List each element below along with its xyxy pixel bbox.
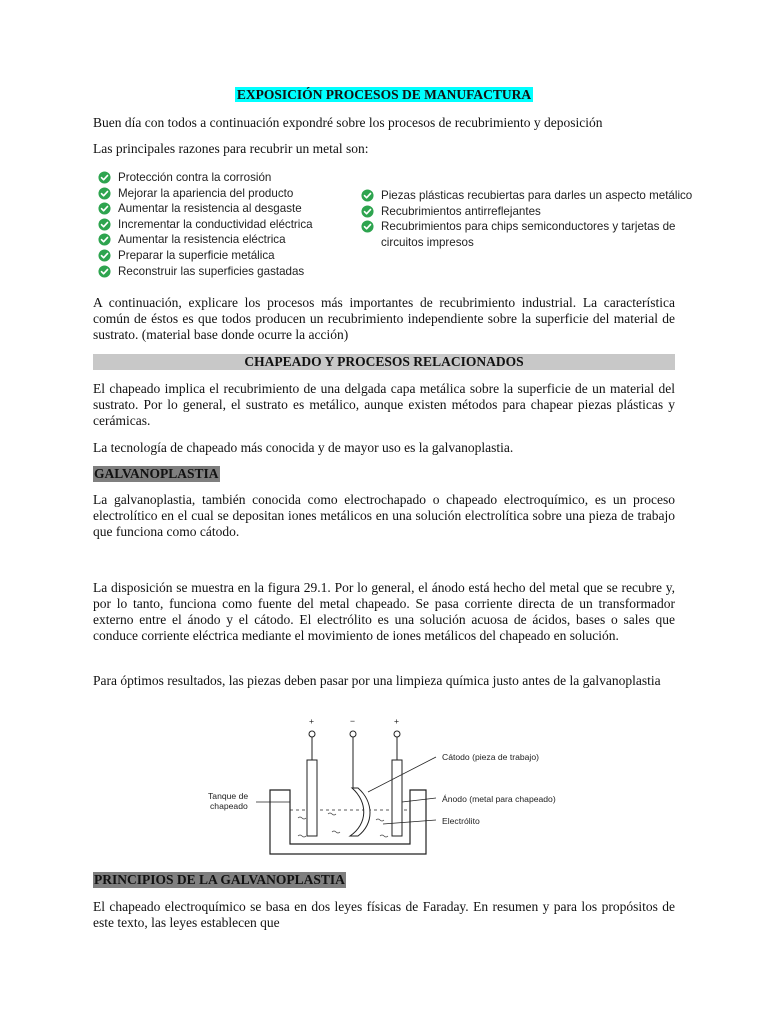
check-circle-icon <box>98 218 111 231</box>
sign-left: + <box>309 716 315 726</box>
check-circle-icon <box>361 189 374 202</box>
reasons-list-right <box>361 188 711 250</box>
anode-right <box>392 760 402 836</box>
paragraph-optimos: Para óptimos resultados, las piezas deben pasar por una limpieza química justo antes de la galvanoplastia <box>93 673 661 688</box>
section-heading-principios: PRINCIPIOS DE LA GALVANOPLASTIA <box>94 872 345 887</box>
paragraph-tecnologia: La tecnología de chapeado más conocida y de mayor uso es la galvanoplastia. <box>93 440 514 455</box>
reason-item <box>98 232 313 248</box>
reason-item <box>98 201 313 217</box>
paragraph-principios: El chapeado electroquímico se basa en dos leyes físicas de Faraday. En resumen y para los propósitos de este texto, las leyes establecen que <box>93 899 675 930</box>
terminals <box>309 731 400 788</box>
label-tank-1: Tanque de <box>208 791 249 801</box>
label-anode: Ánodo (metal para chapeado) <box>442 794 556 804</box>
reason-item <box>361 204 711 220</box>
check-circle-icon <box>98 265 111 278</box>
reason-text: Recubrimientos antirreflejantes <box>381 204 541 218</box>
check-circle-icon <box>98 187 111 200</box>
reason-text: Aumentar la resistencia al desgaste <box>118 202 302 216</box>
reason-text: Incrementar la conductividad eléctrica <box>118 217 313 231</box>
document-title: EXPOSICIÓN PROCESOS DE MANUFACTURA <box>236 87 532 102</box>
section-heading-galvanoplastia: GALVANOPLASTIA <box>94 466 219 481</box>
reasons-list-left <box>98 170 313 279</box>
reasons-lead: Las principales razones para recubrir un metal son: <box>93 141 369 156</box>
label-electrolyte: Electrólito <box>442 816 480 826</box>
reason-text: Recubrimientos para chips semiconductores y tarjetas de circuitos impresos <box>381 220 676 249</box>
reason-text: Protección contra la corrosión <box>118 171 272 184</box>
reason-text: Reconstruir las superficies gastadas <box>118 264 305 278</box>
sign-mid: − <box>350 716 356 726</box>
reason-item <box>98 170 313 186</box>
check-circle-icon <box>361 205 374 218</box>
check-circle-icon <box>98 233 111 246</box>
label-cathode: Cátodo (pieza de trabajo) <box>442 752 539 762</box>
sign-right: + <box>394 716 400 726</box>
intro-paragraph: Buen día con todos a continuación expondré sobre los procesos de recubrimiento y deposición <box>93 115 603 130</box>
reason-text: Preparar la superficie metálica <box>118 248 275 262</box>
reason-text: Piezas plásticas recubiertas para darles un aspecto metálico <box>381 189 693 202</box>
paragraph-chapeado: El chapeado implica el recubrimiento de una delgada capa metálica sobre la superficie de un material del sustrato. Por lo general, el sustrato es metálico, aunque existen métodos para chapear piezas plásticas y cerámicas. <box>93 381 675 428</box>
check-circle-icon <box>361 220 374 233</box>
plating-tank <box>270 790 426 854</box>
check-circle-icon <box>98 171 111 184</box>
reason-item <box>98 264 313 280</box>
figure-galvanoplastia-diagram <box>198 712 578 868</box>
paragraph-disposicion: La disposición se muestra en la figura 29.1. Por lo general, el ánodo está hecho del metal que se recubre y, por lo tanto, funciona como fuente del metal chapeado. Se pasa corriente directa de un transformador externo entre el ánodo y el cátodo. El electrólito es una solución acuosa de ácidos, bases o sales que conduce corriente eléctrica mediante el movimiento de iones metálicos del chapeado en solución. <box>93 580 675 643</box>
reason-text: Mejorar la apariencia del producto <box>118 186 294 200</box>
reason-item <box>98 248 313 264</box>
section-heading-chapeado: CHAPEADO Y PROCESOS RELACIONADOS <box>93 354 675 370</box>
reason-item <box>361 219 711 250</box>
reason-text: Aumentar la resistencia eléctrica <box>118 233 286 247</box>
paragraph-continuation: A continuación, explicare los procesos más importantes de recubrimiento industrial. La característica común de éstos es que todos producen un recubrimiento independiente sobre la superficie del material de sustrato. (material base donde ocurre la acción) <box>93 295 675 342</box>
paragraph-galvanoplastia: La galvanoplastia, también conocida como electrochapado o chapeado electroquímico, es un proceso electrolítico en el cual se depositan iones metálicos en una solución electrolítica sobre una pieza de trabajo que funciona como cátodo. <box>93 492 675 539</box>
cathode-workpiece <box>350 788 370 836</box>
anode-left <box>307 760 317 836</box>
reason-item <box>98 186 313 202</box>
check-circle-icon <box>98 202 111 215</box>
reason-item <box>361 188 711 204</box>
label-tank-2: chapeado <box>210 801 248 811</box>
reason-item <box>98 217 313 233</box>
check-circle-icon <box>98 249 111 262</box>
